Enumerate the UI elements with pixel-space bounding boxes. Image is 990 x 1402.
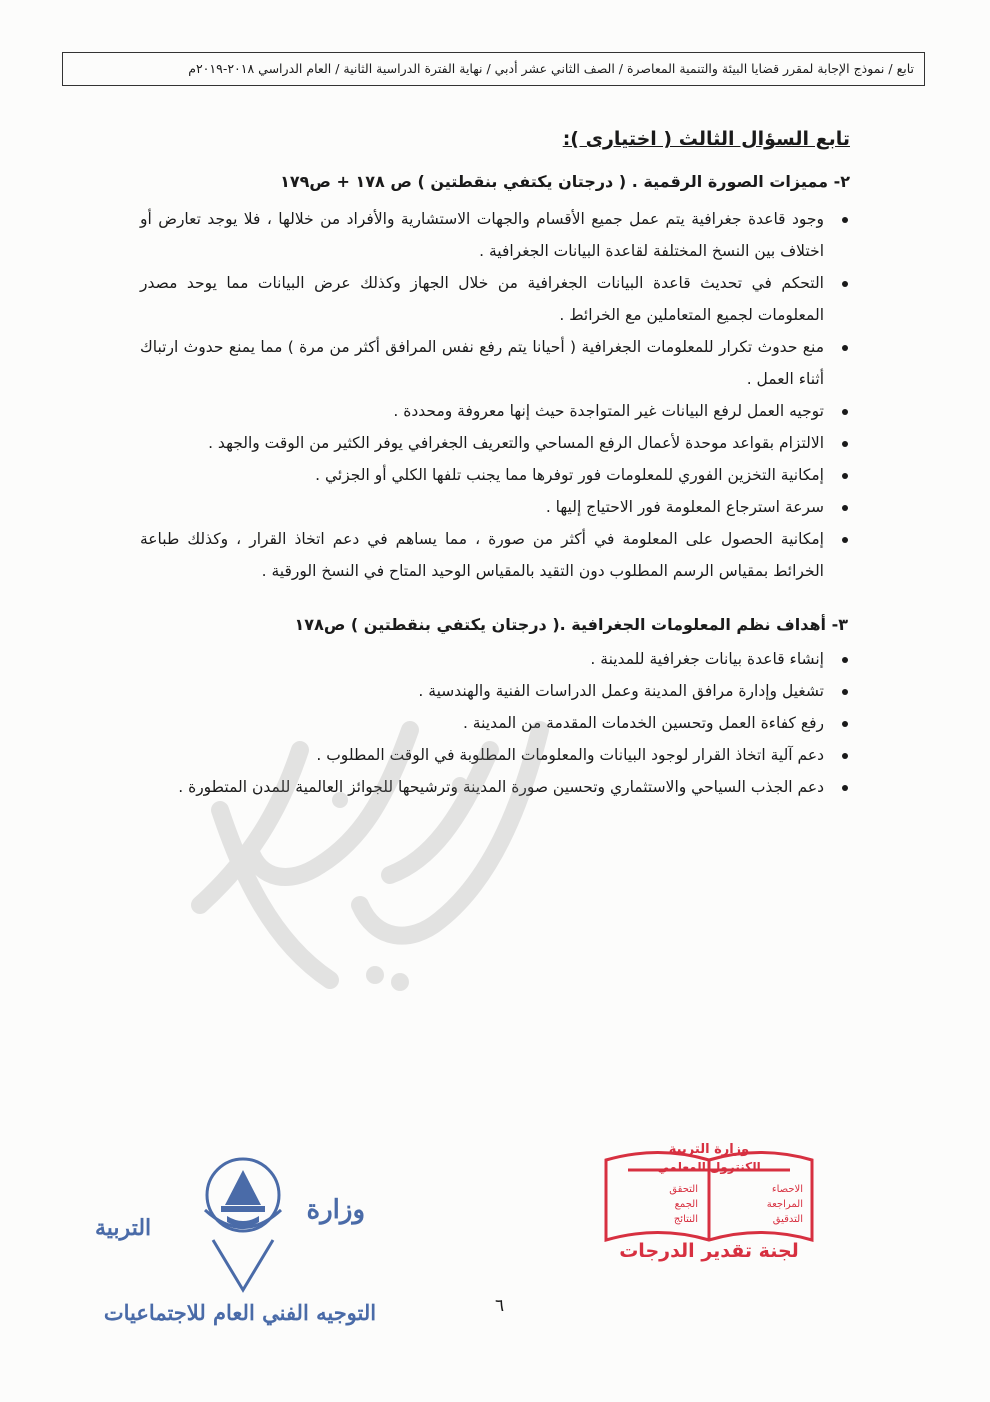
list-item: إمكانية التخزين الفوري للمعلومات فور توفرها مما يجنب تلفها الكلي أو الجزئي . [140,459,850,491]
list-item: منع حدوث تكرار للمعلومات الجغرافية ( أحيانا يتم رفع نفس المرافق أكثر من مرة ) مما يمنع حدوث ارتباك أثناء العمل . [140,331,850,395]
list-item: إنشاء قاعدة بيانات جغرافية للمدينة . [140,643,850,675]
list-item: إمكانية الحصول على المعلومة في أكثر من صورة ، مما يساهم في دعم اتخاذ القرار ، وكذلك طباعة الخرائط بمقياس الرسم المطلوب دون التقيد بالمقياس الوحيد المتاح في النسخ الورقية . [140,523,850,587]
stamp-check-item: التدقيق [772,1214,803,1225]
page-number: ٦ [495,1296,505,1316]
page-header [62,52,925,86]
ministry-logo [95,1150,385,1350]
stamp-check-item: الاحصاء [771,1184,803,1195]
question-2-heading: ٢- مميزات الصورة الرقمية . ( درجتان يكتفي بنقطتين ) ص ١٧٨ + ص١٧٩ [280,172,850,191]
list-item: دعم الجذب السياحي والاستثماري وتحسين صورة المدينة وترشيحها للجوائز العالمية للمدن المتطورة . [140,771,850,803]
list-item: وجود قاعدة جغرافية يتم عمل جميع الأقسام والجهات الاستشارية والأفراد من خلالها ، فلا يوجد تعارض أو اختلاف بين النسخ المختلفة لقاعدة البيانات الجغرافية . [140,203,850,267]
list-item: رفع كفاءة العمل وتحسين الخدمات المقدمة من المدينة . [140,707,850,739]
stamp-ministry-text: وزارة التربية [668,1142,750,1157]
stamp-checklist-left [618,1182,698,1227]
stamp-check-item: التحقق [669,1184,698,1195]
question-3-heading: ٣- أهداف نظم المعلومات الجغرافية .( درجتان يكتفي بنقطتين ) ص١٧٨ [294,615,848,634]
stamp-check-item: المراجعة [766,1199,803,1210]
list-item: تشغيل وإدارة مرافق المدينة وعمل الدراسات الفنية والهندسية . [140,675,850,707]
list-item: دعم آلية اتخاذ القرار لوجود البيانات والمعلومات المطلوبة في الوقت المطلوب . [140,739,850,771]
stamp-checklist-right [723,1182,803,1227]
list-item: توجيه العمل لرفع البيانات غير المتواجدة حيث إنها معروفة ومحددة . [140,395,850,427]
logo-word-ministry: وزارة [306,1195,365,1225]
list-item: التحكم في تحديث قاعدة البيانات الجغرافية من خلال الجهاز وكذلك عرض البيانات مما يوحد مصدر المعلومات لجميع المتعاملين مع الخرائط . [140,267,850,331]
question-2-list [140,203,850,587]
question-3-list [140,643,850,803]
header-text: تابع / نموذج الإجابة لمقرر قضايا البيئة والتنمية المعاصرة / الصف الثاني عشر أدبي / نهاية الفترة الدراسية الثانية / العام الدراسي ٢٠١٨-٢٠١٩م [188,61,914,76]
stamp-check-item: الجمع [674,1199,698,1210]
stamp-check-item: النتائج [673,1214,698,1225]
stamp-control-text: الكنترول المعلمي [657,1160,761,1174]
list-item: الالتزام بقواعد موحدة لأعمال الرفع المساحي والتعريف الجغرافي يوفر الكثير من الوقت والجهد . [140,427,850,459]
logo-word-education: التربية [95,1215,152,1241]
logo-caption: التوجيه الفني العام للاجتماعيات [103,1300,377,1325]
section-title: تابع السؤال الثالث ( اختيارى ): [562,128,850,150]
list-item: سرعة استرجاع المعلومة فور الاحتياج إليها . [140,491,850,523]
stamp-caption: لجنة تقدير الدرجات [619,1240,799,1262]
